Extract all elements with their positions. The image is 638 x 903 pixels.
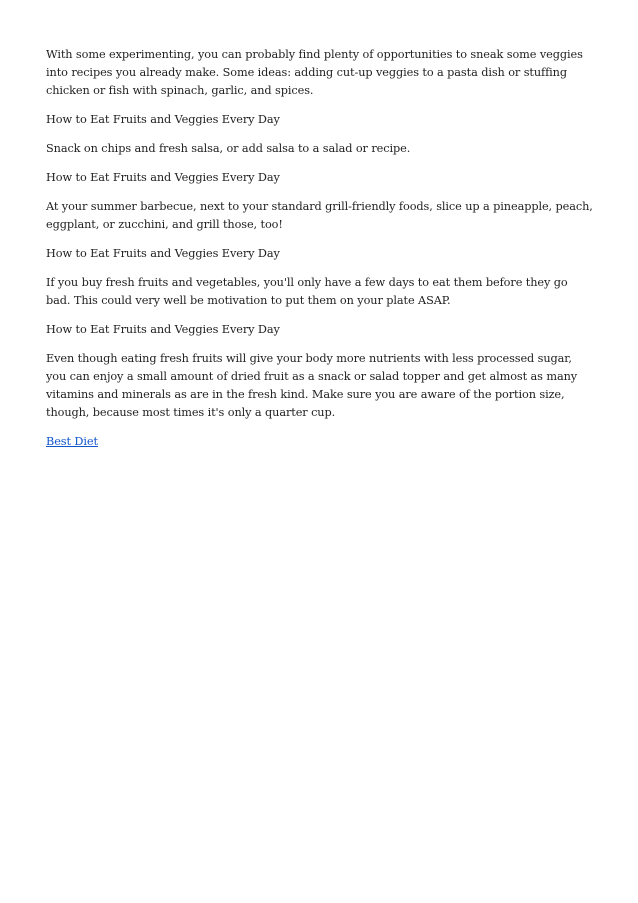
body-paragraph: If you buy fresh fruits and vegetables, you'll only have a few days to eat them before they go bad. This could very well be motivation to put them on your plate ASAP. [46, 276, 568, 307]
section-heading: How to Eat Fruits and Veggies Every Day [46, 247, 280, 260]
section-heading: How to Eat Fruits and Veggies Every Day [46, 323, 280, 336]
section-heading: How to Eat Fruits and Veggies Every Day [46, 171, 280, 184]
body-paragraph: Snack on chips and fresh salsa, or add salsa to a salad or recipe. [46, 142, 411, 155]
body-paragraph: Even though eating fresh fruits will give your body more nutrients with less processed sugar, you can enjoy a small amount of dried fruit as a snack or salad topper and get almost as many vitamins and minerals as are in the fresh kind. Make sure you are aware of the portion size, though, because most times it's only a quarter cup. [46, 352, 578, 419]
body-paragraph: With some experimenting, you can probably find plenty of opportunities to sneak some veggies into recipes you already make. Some ideas: adding cut-up veggies to a pasta dish or stuffing chicken or fish with spinach, garlic, and spices. [46, 48, 583, 97]
best-diet-link[interactable]: Best Diet [46, 435, 98, 448]
document-page [46, 46, 594, 462]
link-paragraph [46, 433, 594, 451]
section-heading: How to Eat Fruits and Veggies Every Day [46, 113, 280, 126]
body-paragraph: At your summer barbecue, next to your standard grill-friendly foods, slice up a pineapple, peach, eggplant, or zucchini, and grill those, too! [46, 200, 593, 231]
